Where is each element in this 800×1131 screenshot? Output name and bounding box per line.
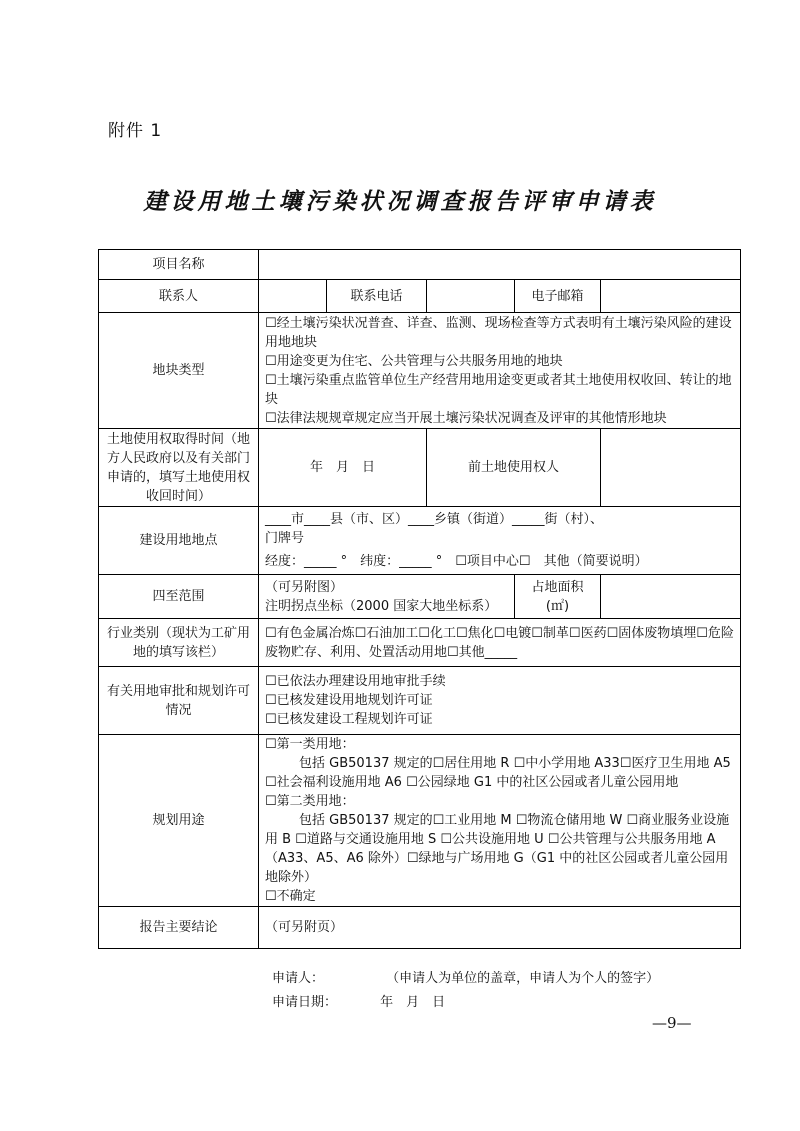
class2-option[interactable]: ☐第二类用地： xyxy=(265,794,355,809)
class1-detail: 包括 GB50137 规定的☐居住用地 R ☐中小学用地 A33☐医疗卫生用地 A5 xyxy=(299,756,731,771)
attachment-label: 附件 1 xyxy=(108,121,163,141)
row-planning xyxy=(99,735,741,907)
row-plot-type xyxy=(99,313,741,429)
project-name-label: 项目名称 xyxy=(99,250,259,280)
row-land-use-time xyxy=(99,429,741,507)
boundary-note-coords: 注明拐点坐标（2000 国家大地坐标系） xyxy=(265,598,498,614)
plot-type-option-4[interactable]: ☐法律法规规章规定应当开展土壤污染状况调查及评审的其他情形地块 xyxy=(265,410,667,426)
email-field[interactable] xyxy=(601,280,741,313)
class1-option[interactable]: ☐第一类用地： xyxy=(265,737,355,752)
page-number: —9— xyxy=(652,1014,692,1032)
address-line[interactable]: ____市____县（市、区）____乡镇（街道）_____街（村）、 xyxy=(265,512,604,527)
plot-type-option-1[interactable]: ☐经土壤污染状况普查、详查、监测、现场检查等方式表明有土壤污染风险的建设用地地块 xyxy=(265,315,732,350)
previous-land-user-label: 前土地使用权人 xyxy=(427,429,601,507)
planning-use-label: 规划用途 xyxy=(99,735,259,907)
form-title: 建设用地土壤污染状况调查报告评审申请表 xyxy=(143,188,657,215)
applicant-line xyxy=(272,967,659,986)
row-project-name xyxy=(99,250,741,280)
location-field xyxy=(259,507,741,575)
row-location xyxy=(99,507,741,575)
class2-detail: 包括 GB50137 规定的☐工业用地 M ☐物流仓储用地 W ☐商业服务业设施用 B ☐道路与交通设施用地 S ☐公共设施用地 U ☐公共管理与公共服务用地 A（A33、A5、A6 除外）☐绿地与广场用地 G（G1 中的社区公园或者儿童公园用地除外） xyxy=(265,813,730,885)
class1-detail-2: ☐社会福利设施用地 A6 ☐公园绿地 G1 中的社区公园或者儿童公园用地 xyxy=(265,775,679,790)
plot-type-option-2[interactable]: ☐用途变更为住宅、公共管理与公共服务用地的地块 xyxy=(265,353,563,369)
email-label: 电子邮箱 xyxy=(515,280,601,313)
coordinate-line[interactable]: 经度：_____ ° 纬度：_____ ° ☐项目中心☐ 其他（简要说明） xyxy=(265,554,648,569)
boundary-label: 四至范围 xyxy=(99,575,259,619)
contact-person-field[interactable] xyxy=(259,280,327,313)
approval-label: 有关用地审批和规划许可情况 xyxy=(99,667,259,735)
undetermined-option[interactable]: ☐不确定 xyxy=(265,889,316,904)
approval-options xyxy=(259,667,741,735)
contact-person-label: 联系人 xyxy=(99,280,259,313)
area-field[interactable] xyxy=(601,575,741,619)
planning-use-options xyxy=(259,735,741,907)
area-label: 占地面积(㎡) xyxy=(515,575,601,619)
contact-phone-field[interactable] xyxy=(427,280,515,313)
house-number-line[interactable]: 门牌号 xyxy=(265,531,305,546)
date-line xyxy=(272,991,445,1010)
application-date-label: 申请日期： xyxy=(272,995,338,1010)
plot-type-label: 地块类型 xyxy=(99,313,259,429)
land-use-date-field[interactable]: 年 月 日 xyxy=(259,429,427,507)
industry-options[interactable]: ☐有色金属冶炼☐石油加工☐化工☐焦化☐电镀☐制革☐医药☐固体废物填埋☐危险废物贮存、利用、处置活动用地☐其他_____ xyxy=(259,619,741,667)
applicant-note: （申请人为单位的盖章，申请人为个人的签字） xyxy=(386,971,660,986)
row-boundary xyxy=(99,575,741,619)
previous-land-user-field[interactable] xyxy=(601,429,741,507)
application-date-field[interactable]: 年 月 日 xyxy=(380,995,446,1010)
row-contact xyxy=(99,280,741,313)
contact-phone-label: 联系电话 xyxy=(327,280,427,313)
land-use-time-label: 土地使用权取得时间（地方人民政府以及有关部门申请的，填写土地使用权收回时间） xyxy=(99,429,259,507)
approval-option-2[interactable]: ☐已核发建设用地规划许可证 xyxy=(265,693,433,708)
row-conclusion xyxy=(99,907,741,949)
boundary-note-attach: （可另附图） xyxy=(265,579,344,595)
location-label: 建设用地地点 xyxy=(99,507,259,575)
application-form-table xyxy=(98,249,741,949)
conclusion-label: 报告主要结论 xyxy=(99,907,259,949)
row-approval xyxy=(99,667,741,735)
industry-label: 行业类别（现状为工矿用地的填写该栏） xyxy=(99,619,259,667)
row-industry xyxy=(99,619,741,667)
plot-type-option-3[interactable]: ☐土壤污染重点监管单位生产经营用地用途变更或者其土地使用权收回、转让的地块 xyxy=(265,372,732,407)
approval-option-1[interactable]: ☐已依法办理建设用地审批手续 xyxy=(265,674,446,689)
plot-type-options xyxy=(259,313,741,429)
boundary-field[interactable] xyxy=(259,575,515,619)
conclusion-field[interactable]: （可另附页） xyxy=(259,907,741,949)
applicant-label: 申请人： xyxy=(272,971,325,986)
approval-option-3[interactable]: ☐已核发建设工程规划许可证 xyxy=(265,712,433,727)
project-name-field[interactable] xyxy=(259,250,741,280)
